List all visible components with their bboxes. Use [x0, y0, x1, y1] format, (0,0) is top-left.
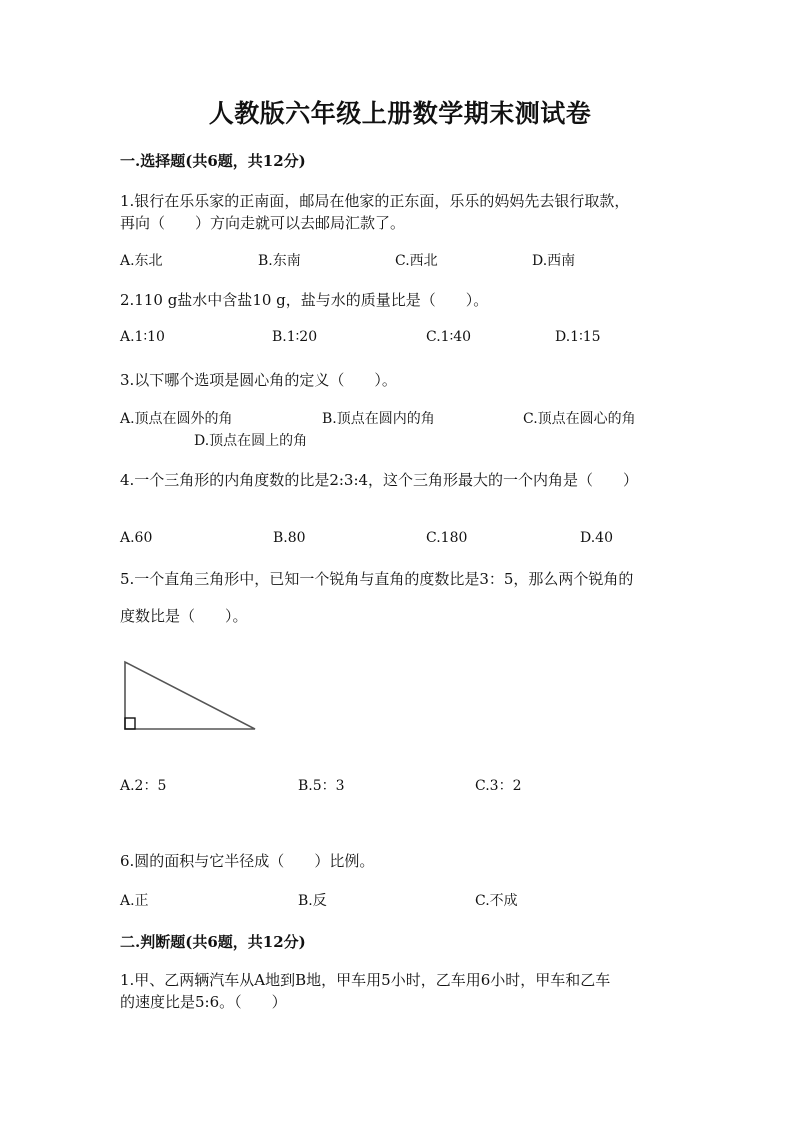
question-6-option-b: B.反 — [298, 893, 327, 909]
judge-question-1-line-2: 的速度比是5:6。（ ） — [120, 993, 287, 1011]
question-4-option-c: C.180 — [426, 530, 468, 546]
question-3-option-b: B.顶点在圆内的角 — [322, 411, 435, 427]
right-angle-marker — [125, 718, 135, 729]
question-1-option-a: A.东北 — [120, 253, 163, 269]
question-5-option-b: B.5：3 — [298, 778, 345, 794]
section-heading-choice: 一.选择题(共6题，共12分) — [120, 152, 306, 170]
question-3-line-1: 3.以下哪个选项是圆心角的定义（ ）。 — [120, 371, 397, 389]
question-3-option-a: A.顶点在圆外的角 — [120, 411, 233, 427]
question-1-line-2: 再向（ ）方向走就可以去邮局汇款了。 — [120, 214, 406, 232]
question-2-option-d: D.1∶15 — [555, 329, 601, 345]
question-5-line-2: 度数比是（ ）。 — [120, 607, 248, 625]
question-1-option-d: D.西南 — [532, 253, 576, 269]
question-2-option-c: C.1∶40 — [426, 329, 472, 345]
question-6-option-a: A.正 — [120, 893, 149, 909]
right-triangle-figure — [120, 656, 265, 736]
question-4-option-a: A.60 — [120, 530, 153, 546]
question-5-option-c: C.3：2 — [475, 778, 522, 794]
question-5-option-a: A.2：5 — [120, 778, 167, 794]
question-4-option-d: D.40 — [580, 530, 613, 546]
question-6-line-1: 6.圆的面积与它半径成（ ）比例。 — [120, 852, 375, 870]
question-1-option-c: C.西北 — [395, 253, 438, 269]
question-2-line-1: 2.110 g盐水中含盐10 g，盐与水的质量比是（ ）。 — [120, 291, 489, 309]
question-3-option-c: C.顶点在圆心的角 — [523, 411, 636, 427]
page-title: 人教版六年级上册数学期末测试卷 — [208, 99, 592, 128]
question-4-line-1: 4.一个三角形的内角度数的比是2:3:4，这个三角形最大的一个内角是（ ） — [120, 471, 639, 489]
question-2-option-b: B.1∶20 — [272, 329, 318, 345]
question-2-option-a: A.1∶10 — [120, 329, 165, 345]
triangle-outline — [125, 662, 255, 729]
question-3-option-d: D.顶点在圆上的角 — [194, 433, 308, 449]
question-1-option-b: B.东南 — [258, 253, 301, 269]
question-1-line-1: 1.银行在乐乐家的正南面，邮局在他家的正东面，乐乐的妈妈先去银行取款， — [120, 192, 630, 210]
question-4-option-b: B.80 — [273, 530, 306, 546]
judge-question-1-line-1: 1.甲、乙两辆汽车从A地到B地，甲车用5小时，乙车用6小时，甲车和乙车 — [120, 971, 611, 989]
section-heading-true-false: 二.判断题(共6题，共12分) — [120, 933, 306, 951]
question-6-option-c: C.不成 — [475, 893, 518, 909]
question-5-line-1: 5.一个直角三角形中，已知一个锐角与直角的度数比是3：5，那么两个锐角的 — [120, 570, 634, 588]
